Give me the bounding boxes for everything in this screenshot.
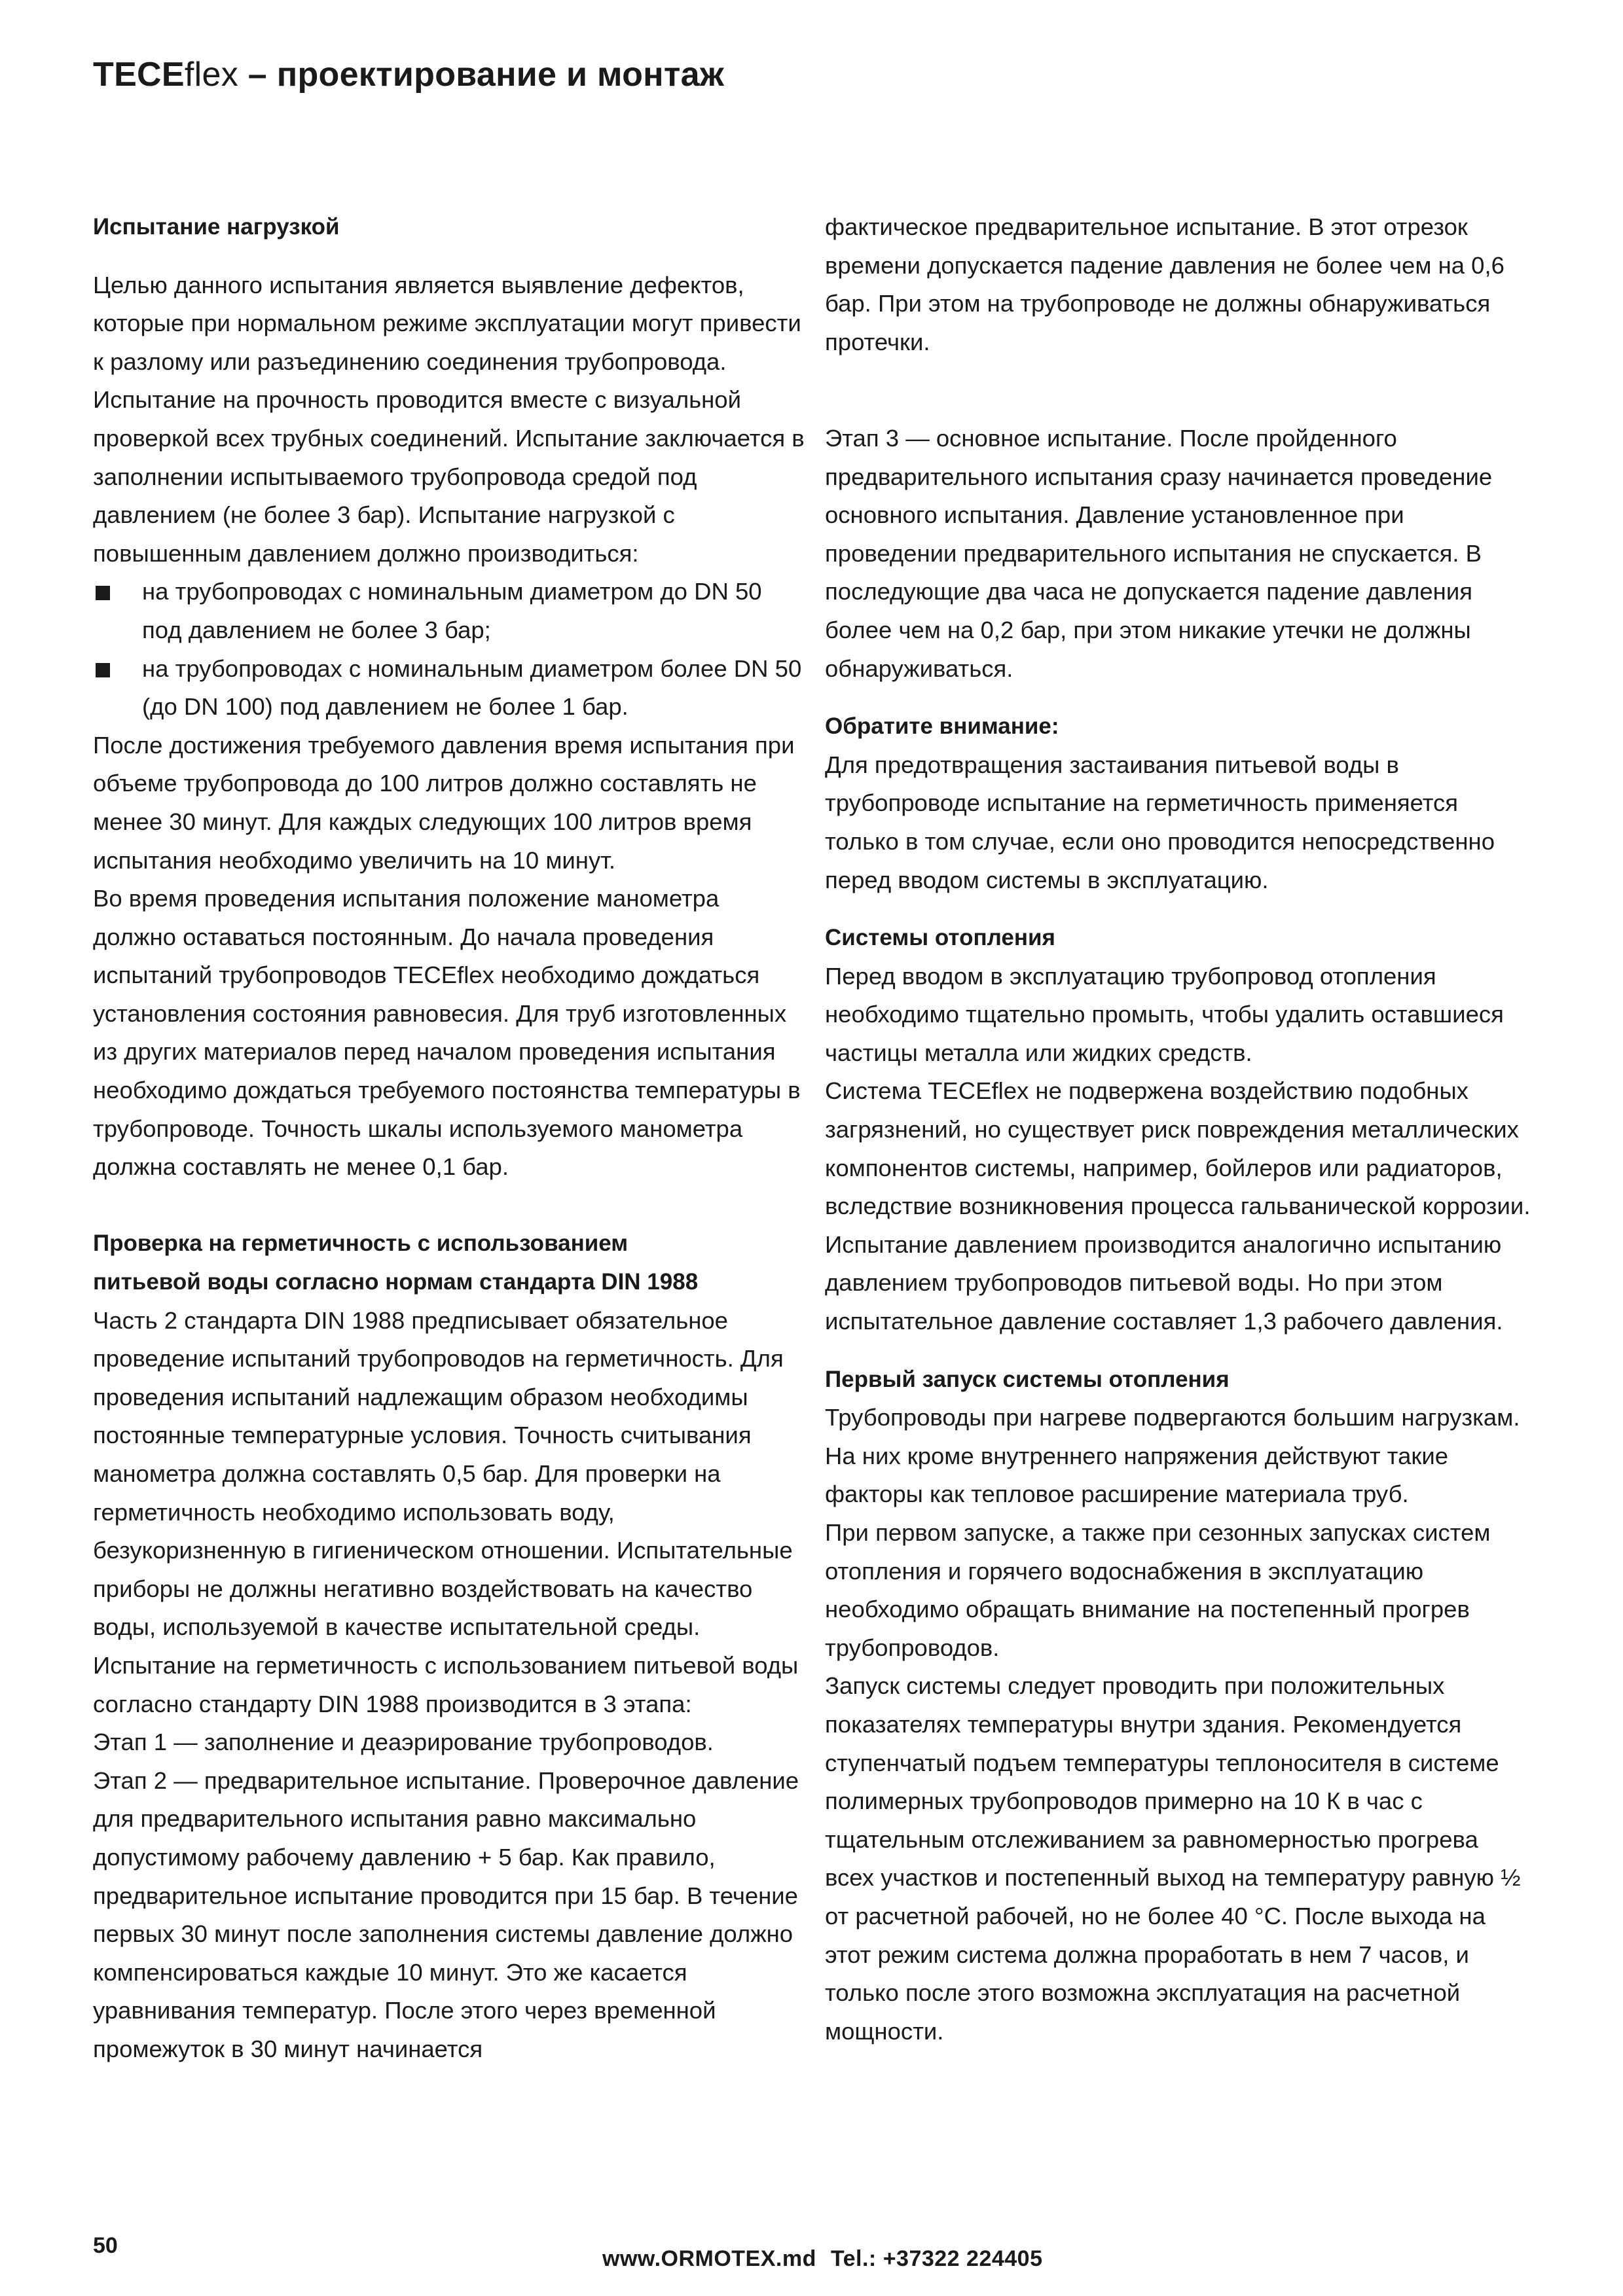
right-column [825,208,1532,2051]
page-title [93,55,724,94]
phone-number: Tel.: +37322 224405 [830,2246,1043,2271]
paragraph: Испытание давлением производится аналогично испытанию давлением трубопроводов питьевой воды. Но при этом испытательное давление составляет 1,3 рабочего давления. [825,1230,1503,1335]
paragraph: После достижения требуемого давления время испытания при объеме трубопровода до 100 литров должно составлять не менее 30 минут. Для каждых следующих 100 литров время испытания необходимо увеличить на 10 минут. [93,731,795,874]
paragraph: Для предотвращения застаивания питьевой воды в трубопроводе испытание на герметичность применяется только в том случае, если оно проводится непосредственно перед вводом системы в эксплуатацию. [825,751,1495,893]
bullet-list [93,573,807,726]
paragraph: Во время проведения испытания положение манометра должно оставаться постоянным. До начала проведения испытаний трубопроводов TECEflex необходимо дождаться установления состояния равновесия. Для труб изготовленных из других материалов перед началом проведения испытания необходимо дождаться требуемого постоянства температуры в трубопроводе. Точность шкалы используемого манометра должна составлять не менее 0,1 бар. [93,885,801,1181]
paragraph: Запуск системы следует проводить при положительных показателях температуры внутри здания. Рекомендуется ступенчатый подъем температуры теплоносителя в системе полимерных трубопроводов примерно на 10 К в час с тщательным отслеживанием за равномерностью прогрева всех участков и постепенный выход на температуру равную ½ от расчетной рабочей, но не более 40 °С. После выхода на этот режим система должна проработать в нем 7 часов, и только после этого возможна эксплуатация на расчетной мощности. [825,1672,1521,2045]
left-column [93,208,807,2069]
list-item: на трубопроводах с номинальным диаметром до DN 50 под давлением не более 3 бар; [93,573,807,649]
title-rest: – проектирование и монтаж [238,56,725,94]
list-item: на трубопроводах с номинальным диаметром более DN 50 (до DN 100) под давлением не более 1 бар. [93,650,807,726]
brand-light: flex [184,56,239,94]
paragraph: Трубопроводы при нагреве подвергаются большим нагрузкам. На них кроме внутреннего напряжения действуют такие факторы как тепловое расширение материала труб. [825,1404,1520,1508]
paragraph: Система TECEflex не подвержена воздействию подобных загрязнений, но существует риск повреждения металлических компонентов системы, например, бойлеров или радиаторов, вследствие возникновения процесса гальванической коррозии. [825,1077,1531,1220]
paragraph: Перед вводом в эксплуатацию трубопровод отопления необходимо тщательно промыть, чтобы удалить оставшиеся частицы металла или жидких средств. [825,962,1504,1066]
square-bullet-icon [96,663,110,677]
section-heading-tightness-line1: Проверка на герметичность с использованием [93,1230,629,1257]
brand-bold: TECE [93,56,185,94]
paragraph: При первом запуске, а также при сезонных запусках систем отопления и горячего водоснабжения в эксплуатацию необходимо обращать внимание на постепенный прогрев трубопроводов. [825,1519,1491,1661]
paragraph: Испытание на герметичность с использованием питьевой воды согласно стандарту DIN 1988 производится в 3 этапа: [93,1651,799,1717]
paragraph: Этап 2 — предварительное испытание. Проверочное давление для предварительного испытания равно максимально допустимому рабочему давлению + 5 бар. Как правило, предварительное испытание проводится при 15 бар. В течение первых 30 минут после заполнения системы давление должно компенсироваться каждые 10 минут. Это же касается уравнивания температур. После этого через временной промежуток в 30 минут начинается [93,1767,799,2062]
section-heading-note: Обратите внимание: [825,713,1059,740]
section-heading-first-start: Первый запуск системы отопления [825,1366,1230,1392]
footer-contact [602,2246,1057,2272]
website-link[interactable]: www.ORMOTEX.md [602,2246,816,2271]
square-bullet-icon [96,586,110,600]
section-heading-heating: Системы отопления [825,925,1055,951]
paragraph: Целью данного испытания является выявление дефектов, которые при нормальном режиме эксплуатации могут привести к разлому или разъединению соединения трубопровода. Испытание на прочность проводится вместе с визуальной проверкой всех трубных соединений. Испытание заключается в заполнении испытываемого трубопровода средой под давлением (не более 3 бар). Испытание нагрузкой с повышенным давлением должно производиться: [93,271,805,567]
paragraph: фактическое предварительное испытание. В этот отрезок времени допускается падение давления не более чем на 0,6 бар. При этом на трубопроводе не должны обнаруживаться протечки. [825,213,1504,355]
paragraph: Этап 1 — заполнение и деаэрирование трубопроводов. [93,1729,714,1756]
page-number: 50 [93,2233,118,2258]
section-heading-tightness-line2: питьевой воды согласно нормам стандарта DIN 1988 [93,1269,699,1295]
paragraph: Этап 3 — основное испытание. После пройденного предварительного испытания сразу начинается проведение основного испытания. Давление установленное при проведении предварительного испытания не спускается. В последующие два часа не допускается падение давления более чем на 0,2 бар, при этом никакие утечки не должны обнаруживаться. [825,424,1493,682]
section-heading-load-test: Испытание нагрузкой [93,214,340,240]
paragraph: Часть 2 стандарта DIN 1988 предписывает обязательное проведение испытаний трубопроводов на герметичность. Для проведения испытаний надлежащим образом необходимы постоянные температурные условия. Точность считывания манометра должна составлять 0,5 бар. Для проверки на герметичность необходимо использовать воду, безукоризненную в гигиеническом отношении. Испытательные приборы не должны негативно воздействовать на качество воды, используемой в качестве испытательной среды. [93,1306,793,1641]
